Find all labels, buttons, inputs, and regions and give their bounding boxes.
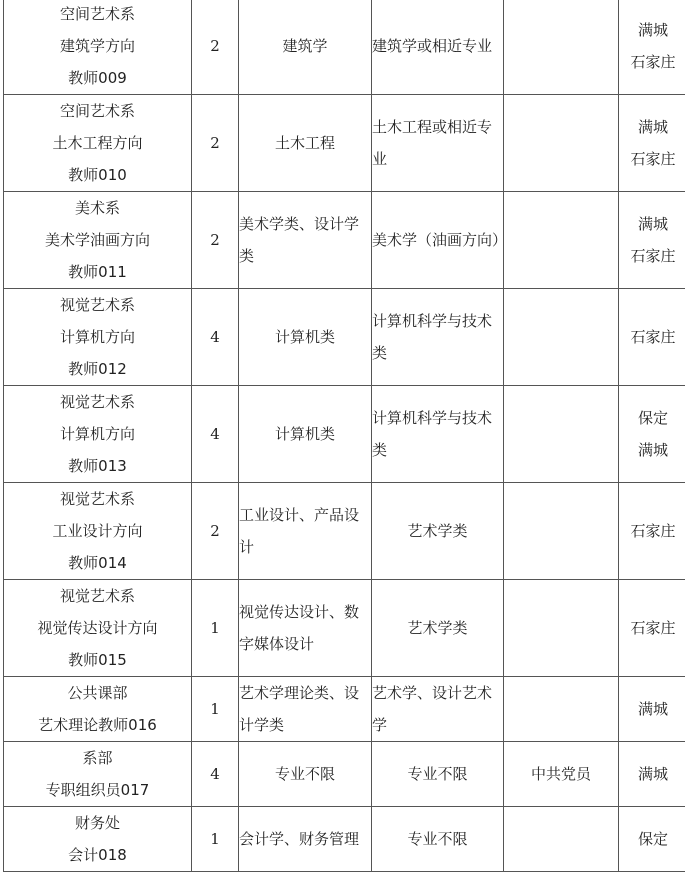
headcount-cell: 2 bbox=[192, 483, 239, 580]
table-row bbox=[4, 580, 685, 677]
post-line: 教师013 bbox=[68, 457, 127, 475]
post-line: 教师012 bbox=[68, 360, 127, 378]
post-line: 美术学油画方向 bbox=[44, 231, 150, 249]
post-line: 空间艺术系 bbox=[59, 5, 135, 23]
post-line: 视觉艺术系 bbox=[59, 296, 135, 314]
headcount-cell: 4 bbox=[192, 386, 239, 483]
postgrad-major-cell: 土木工程或相近专业 bbox=[372, 95, 504, 192]
political-status-cell bbox=[504, 386, 619, 483]
political-status-cell bbox=[504, 289, 619, 386]
postgrad-major-cell: 艺术学类 bbox=[372, 580, 504, 677]
post-line: 教师009 bbox=[68, 69, 127, 87]
post-line: 财务处 bbox=[74, 814, 120, 832]
political-status-cell bbox=[504, 807, 619, 872]
location-line: 石家庄 bbox=[630, 247, 676, 265]
postgrad-major-cell: 专业不限 bbox=[372, 742, 504, 807]
post-line: 视觉艺术系 bbox=[59, 587, 135, 605]
table-row bbox=[4, 742, 685, 807]
post-line: 空间艺术系 bbox=[59, 102, 135, 120]
location-line: 保定 bbox=[637, 830, 668, 848]
post-cell bbox=[4, 807, 192, 872]
post-line: 土木工程方向 bbox=[52, 134, 143, 152]
post-cell bbox=[4, 192, 192, 289]
post-cell bbox=[4, 483, 192, 580]
work-location-cell bbox=[619, 192, 685, 289]
location-line: 满城 bbox=[637, 215, 668, 233]
post-line: 教师010 bbox=[68, 166, 127, 184]
location-line: 石家庄 bbox=[630, 522, 676, 540]
location-line: 保定 bbox=[637, 409, 668, 427]
table-row bbox=[4, 807, 685, 872]
post-line: 视觉传达设计方向 bbox=[37, 619, 158, 637]
postgrad-major-cell: 艺术学类 bbox=[372, 483, 504, 580]
location-line: 满城 bbox=[637, 441, 668, 459]
postgrad-major-cell: 美术学（油画方向） bbox=[372, 192, 504, 289]
headcount-cell: 1 bbox=[192, 580, 239, 677]
work-location-cell bbox=[619, 580, 685, 677]
postgrad-major-cell: 计算机科学与技术类 bbox=[372, 289, 504, 386]
political-status-cell bbox=[504, 192, 619, 289]
post-cell bbox=[4, 0, 192, 95]
table-row bbox=[4, 483, 685, 580]
post-cell bbox=[4, 580, 192, 677]
table-row bbox=[4, 677, 685, 742]
headcount-cell: 1 bbox=[192, 807, 239, 872]
location-line: 满城 bbox=[637, 21, 668, 39]
undergrad-major-cell: 艺术学理论类、设计学类 bbox=[239, 677, 372, 742]
undergrad-major-cell: 美术学类、设计学类 bbox=[239, 192, 372, 289]
work-location-cell bbox=[619, 386, 685, 483]
table-row bbox=[4, 192, 685, 289]
post-line: 计算机方向 bbox=[59, 425, 135, 443]
postgrad-major-cell: 建筑学或相近专业 bbox=[372, 0, 504, 95]
post-line: 教师015 bbox=[68, 651, 127, 669]
headcount-cell: 4 bbox=[192, 289, 239, 386]
location-line: 满城 bbox=[637, 118, 668, 136]
headcount-cell: 2 bbox=[192, 192, 239, 289]
political-status-cell bbox=[504, 483, 619, 580]
post-line: 艺术理论教师016 bbox=[38, 716, 157, 734]
table-row bbox=[4, 0, 685, 95]
political-status-cell bbox=[504, 580, 619, 677]
post-line: 会计018 bbox=[68, 846, 127, 864]
post-cell bbox=[4, 677, 192, 742]
work-location-cell bbox=[619, 677, 685, 742]
post-cell bbox=[4, 289, 192, 386]
postgrad-major-cell: 艺术学、设计艺术学 bbox=[372, 677, 504, 742]
headcount-cell: 1 bbox=[192, 677, 239, 742]
location-line: 石家庄 bbox=[630, 53, 676, 71]
table-row bbox=[4, 95, 685, 192]
undergrad-major-cell: 视觉传达设计、数字媒体设计 bbox=[239, 580, 372, 677]
postgrad-major-cell: 专业不限 bbox=[372, 807, 504, 872]
undergrad-major-cell: 专业不限 bbox=[239, 742, 372, 807]
location-line: 石家庄 bbox=[630, 150, 676, 168]
work-location-cell bbox=[619, 807, 685, 872]
political-status-cell bbox=[504, 0, 619, 95]
political-status-cell bbox=[504, 677, 619, 742]
location-line: 满城 bbox=[637, 700, 668, 718]
post-line: 视觉艺术系 bbox=[59, 393, 135, 411]
headcount-cell: 4 bbox=[192, 742, 239, 807]
recruitment-table bbox=[3, 0, 685, 872]
location-line: 满城 bbox=[637, 765, 668, 783]
undergrad-major-cell: 建筑学 bbox=[239, 0, 372, 95]
location-line: 石家庄 bbox=[630, 619, 676, 637]
political-status-cell bbox=[504, 95, 619, 192]
post-line: 教师014 bbox=[68, 554, 127, 572]
political-status-cell: 中共党员 bbox=[504, 742, 619, 807]
undergrad-major-cell: 计算机类 bbox=[239, 289, 372, 386]
undergrad-major-cell: 工业设计、产品设计 bbox=[239, 483, 372, 580]
post-line: 教师011 bbox=[68, 263, 127, 281]
location-line: 石家庄 bbox=[630, 328, 676, 346]
undergrad-major-cell: 土木工程 bbox=[239, 95, 372, 192]
undergrad-major-cell: 计算机类 bbox=[239, 386, 372, 483]
work-location-cell bbox=[619, 483, 685, 580]
headcount-cell: 2 bbox=[192, 0, 239, 95]
work-location-cell bbox=[619, 289, 685, 386]
post-cell bbox=[4, 95, 192, 192]
post-line: 建筑学方向 bbox=[59, 37, 135, 55]
post-cell bbox=[4, 742, 192, 807]
post-line: 系部 bbox=[82, 749, 113, 767]
headcount-cell: 2 bbox=[192, 95, 239, 192]
table-row bbox=[4, 386, 685, 483]
table-body bbox=[4, 0, 685, 872]
work-location-cell bbox=[619, 742, 685, 807]
post-cell bbox=[4, 386, 192, 483]
post-line: 公共课部 bbox=[67, 684, 128, 702]
work-location-cell bbox=[619, 0, 685, 95]
post-line: 计算机方向 bbox=[59, 328, 135, 346]
post-line: 工业设计方向 bbox=[52, 522, 143, 540]
post-line: 美术系 bbox=[74, 199, 120, 217]
post-line: 专职组织员017 bbox=[45, 781, 150, 799]
postgrad-major-cell: 计算机科学与技术类 bbox=[372, 386, 504, 483]
table-row bbox=[4, 289, 685, 386]
work-location-cell bbox=[619, 95, 685, 192]
undergrad-major-cell: 会计学、财务管理 bbox=[239, 807, 372, 872]
post-line: 视觉艺术系 bbox=[59, 490, 135, 508]
